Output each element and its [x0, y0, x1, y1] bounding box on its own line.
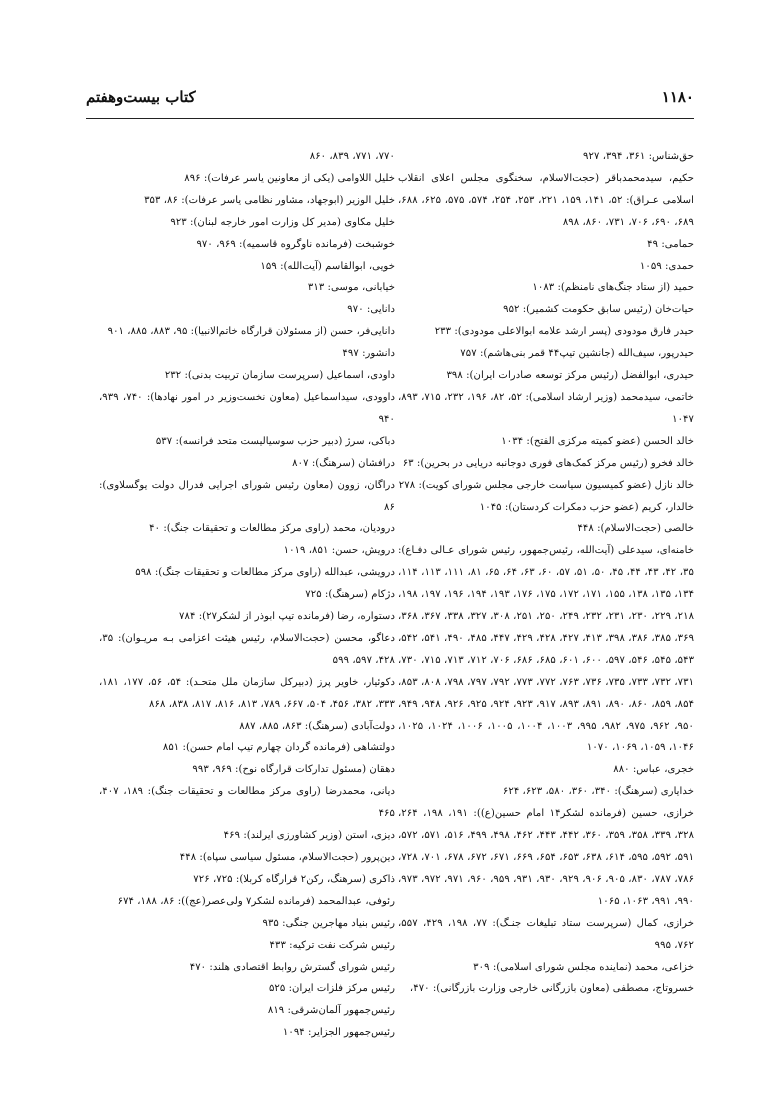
index-entry: رئیس شرکت نفت ترکیه: ۴۳۳	[269, 939, 395, 951]
index-column-left	[99, 146, 395, 1044]
index-entry: داودی، اسماعیل (سرپرست سازمان تربیت بدنی): ۲۳۲	[164, 370, 395, 382]
index-entry: خالد الحسن (عضو کمیته مرکزی الفتح): ۱۰۳۴	[501, 435, 694, 447]
book-title: کتاب بیست‌وهفتم	[86, 88, 196, 106]
index-entry: دولتشاهی (فرمانده گردان چهارم تیپ امام حسن): ۸۵۱	[162, 742, 395, 754]
index-entry: خالد فخرو (رئیس مرکز کمک‌های فوری دوجانبه دریایی در بحرین): ۶۳	[402, 457, 694, 469]
index-entry: خویی، ابوالقاسم (آیت‌الله): ۱۵۹	[260, 260, 395, 272]
index-entry: خالد نازل (عضو کمیسیون سیاست خارجی مجلس شورای کویت): ۲۷۸	[398, 479, 694, 491]
index-entry: داوودی، سیداسماعیل (معاون نخست‌وزیر در امور نهادها): ۷۴۰، ۹۳۹، ۹۴۰	[99, 391, 395, 425]
index-entry: دیانی، محمدرضا (راوی مرکز مطالعات و تحقیقات جنگ): ۱۸۹، ۴۰۷، ۴۶۵	[99, 786, 396, 820]
index-entry: دستواره، رضا (فرمانده تیپ ابوذر از لشکر۲۷): ۷۸۴	[179, 611, 395, 623]
index-entry: رئیس‌جمهور الجزایر: ۱۰۹۴	[282, 1027, 395, 1039]
index-entry: خامنه‌ای، سیدعلی (آیت‌الله، رئیس‌جمهور، رئیس شورای عـالی دفـاع): ۳۵، ۴۲، ۴۳، ۴۴، ۴۵، ۵۰، ۵۱، ۵۷، ۶۰، ۶۳، ۶۴، ۶۵، ۸۱، ۱۱۱، ۱۱۳، ۱۱۴، ۱۳۴، ۱۳۵، ۱۳۸، ۱۵۵، ۱۷۱، ۱۷۲، ۱۷۵، ۱۷۶، ۱۹۳، ۱۹۴، ۱۹۶، ۱۹۷، ۱۹۸، ۲۱۸، ۲۲۹، ۲۳۰، ۲۳۱، ۲۳۲، ۲۴۹، ۲۵۰، ۲۵۱، ۳۰۸، ۳۲۷، ۳۳۸، ۳۶۷، ۳۶۸، ۳۶۹، ۳۸۵، ۳۸۶، ۳۹۸، ۴۱۳، ۴۲۷، ۴۲۸، ۴۲۹، ۴۴۷، ۴۸۵، ۴۹۰، ۵۴۱، ۵۴۲، ۵۴۳، ۵۴۵، ۵۴۶، ۵۹۷، ۶۰۰، ۶۰۱، ۶۸۵، ۶۸۶، ۷۰۶، ۷۱۲، ۷۱۳، ۷۱۵، ۷۳۰، ۷۳۱، ۷۳۲، ۷۳۳، ۷۳۵، ۷۳۶، ۷۶۳، ۷۷۲، ۷۷۳، ۷۹۲، ۷۹۷، ۷۹۸، ۸۰۸، ۸۵۳، ۸۵۴، ۸۵۹، ۸۶۰، ۸۹۰، ۸۹۱، ۸۹۳، ۹۱۷، ۹۲۳، ۹۲۴، ۹۲۵، ۹۲۶، ۹۴۸، ۹۴۹، ۹۵۰، ۹۶۲، ۹۷۵، ۹۸۲، ۹۹۵، ۱۰۰۳، ۱۰۰۴، ۱۰۰۵، ۱۰۰۶، ۱۰۲۴، ۱۰۲۵، ۱۰۴۶، ۱۰۵۹، ۱۰۶۹، ۱۰۷۰	[398, 545, 695, 754]
index-entry: ۷۷۰، ۷۷۱، ۸۳۹، ۸۶۰	[309, 151, 395, 162]
index-entry: درودیان، محمد (راوی مرکز مطالعات و تحقیقات جنگ): ۴۰	[149, 523, 395, 535]
index-entry: رئیس مرکز فلزات ایران: ۵۲۵	[268, 983, 395, 995]
index-entry: دهقان (مسئول تدارکات قرارگاه نوح): ۹۶۹، ۹۹۳	[192, 764, 395, 776]
index-entry: رئیس‌جمهور آلمان‌شرقی: ۸۱۹	[267, 1005, 395, 1017]
index-entry: خزاعی، محمد (نماینده مجلس شورای اسلامی): ۳۰۹	[473, 961, 694, 973]
index-entry: حمید (از ستاد جنگ‌های نامنظم): ۱۰۸۳	[532, 282, 694, 294]
index-entry: دانشور: ۴۹۷	[342, 348, 395, 360]
index-entry: حیدر فارق مودودی (پسر ارشد علامه ابوالاعلی مودودی): ۲۳۳	[434, 326, 694, 338]
index-entry: حیات‌خان (رئیس سابق حکومت کشمیر): ۹۵۲	[503, 304, 694, 316]
page-number: ۱۱۸۰	[661, 88, 694, 106]
index-entry: رئیس بنیاد مهاجرین جنگی: ۹۳۵	[262, 917, 395, 929]
index-entry: رئیس شورای گسترش روابط اقتصادی هلند: ۴۷۰	[189, 961, 395, 973]
index-column-right	[398, 146, 694, 1000]
index-entry: خلیل اللاوامی (یکی از معاونین یاسر عرفات): ۸۹۶	[184, 172, 395, 184]
index-entry: دراگان، زوون (معاون رئیس شورای اجرایی فدرال دولت یوگسلاوی): ۸۶	[99, 479, 395, 513]
index-entry: حیدری، ابوالفضل (رئیس مرکز توسعه صادرات ایران): ۳۹۸	[446, 370, 694, 382]
index-entry: حیدرپور، سیف‌الله (جانشین تیپ۴۴ قمر بنی‌هاشم): ۷۵۷	[460, 348, 694, 360]
index-entry: خالدار، کریم (عضو حزب دمکرات کردستان): ۱۰۴۵	[479, 501, 694, 513]
index-entry: خلیل مکاوی (مدیر کل وزارت امور خارجه لبنان): ۹۲۳	[170, 216, 395, 228]
index-entry: دیزی، استن (وزیر کشاورزی ایرلند): ۴۶۹	[223, 830, 395, 842]
index-entry: خالصی (حجت‌الاسلام): ۴۴۸	[577, 523, 694, 535]
index-entry: درویش، حسن: ۸۵۱، ۱۰۱۹	[283, 545, 395, 557]
index-entry: خلیل الوزیر (ابوجهاد، مشاور نظامی یاسر عرفات): ۸۶، ۳۵۳	[144, 194, 395, 206]
index-entry: دانایی: ۹۷۰	[347, 304, 395, 316]
index-entry: دعاگو، محسن (حجت‌الاسلام، رئیس هیئت اعزامی بـه مریـوان): ۳۵، ۴۲۸، ۵۹۷، ۵۹۹	[99, 632, 395, 666]
index-entry: خرازی، کمال (سرپرست ستاد تبلیغات جنـگ): ۷۷، ۱۹۸، ۴۲۹، ۵۵۷، ۷۶۲، ۹۹۵	[398, 917, 695, 951]
index-entry: حق‌شناس: ۳۶۱، ۳۹۴، ۹۲۷	[583, 151, 694, 162]
index-entry: دین‌پرور (حجت‌الاسلام، مسئول سیاسی سپاه): ۴۴۸	[179, 852, 395, 863]
index-entry: درویشی، عبدالله (راوی مرکز مطالعات و تحقیقات جنگ): ۵۹۸	[135, 567, 395, 579]
index-entry: ذاکری (سرهنگ، رکن۲ قرارگاه کربلا): ۷۲۵، ۷۲۶	[193, 873, 395, 885]
index-entry: خسروتاج، مصطفی (معاون بازرگانی خارجی وزارت بازرگانی): ۴۷۰،	[409, 983, 694, 995]
index-entry: خدایاری (سرهنگ): ۳۴۰، ۳۶۰، ۵۸۰، ۶۲۳، ۶۲۴	[502, 786, 694, 798]
index-entry: خوشبخت (فرمانده ناوگروه قاسمیه): ۹۶۹، ۹۷۰	[196, 238, 395, 250]
index-entry: دژکام (سرهنگ): ۷۲۵	[305, 589, 395, 601]
index-entry: خجری، عباس: ۸۸۰	[613, 764, 694, 776]
index-entry: خرازی، حسین (فرمانده لشکر۱۴ امام حسین(ع)): ۱۹۱، ۱۹۸، ۲۶۴، ۳۲۸، ۳۳۹، ۳۵۸، ۳۵۹، ۳۶۰، ۴۴۲، ۴۴۳، ۴۶۲، ۴۹۸، ۴۹۹، ۵۱۶، ۵۷۱، ۵۷۲، ۵۹۱، ۵۹۲، ۵۹۵، ۶۱۴، ۶۳۸، ۶۵۳، ۶۵۴، ۶۶۹، ۶۷۱، ۶۷۲، ۶۷۸، ۷۰۱، ۷۲۸، ۷۸۶، ۷۸۷، ۸۳۰، ۹۰۵، ۹۰۶، ۹۲۹، ۹۳۰، ۹۳۱، ۹۵۹، ۹۶۰، ۹۷۱، ۹۷۲، ۹۷۳، ۹۹۰، ۹۹۱، ۱۰۶۳، ۱۰۶۵	[398, 808, 695, 907]
index-entry: درافشان (سرهنگ): ۸۰۷	[292, 457, 395, 469]
index-entry: دولت‌آبادی (سرهنگ): ۸۶۳، ۸۸۵، ۸۸۷	[239, 720, 395, 732]
index-entry: حمامی: ۴۹	[647, 238, 694, 250]
index-entry: دباکی، سرژ (دبیر حزب سوسیالیست متحد فرانسه): ۵۳۷	[155, 435, 395, 447]
index-entry: حکیم، سیدمحمدباقر (حجت‌الاسلام، سخنگوی مجلس اعلای انقلاب اسلامی عـراق): ۵۲، ۱۴۱، ۱۵۹، ۲۲۱، ۲۵۳، ۲۵۴، ۵۷۴، ۵۷۵، ۶۲۵، ۶۸۸، ۶۸۹، ۶۹۰، ۷۰۶، ۷۳۱، ۸۶۰، ۸۹۸	[398, 172, 694, 228]
index-entry: دانایی‌فر، حسن (از مسئولان قرارگاه خاتم‌الانبیا): ۹۵، ۸۸۳، ۸۸۵، ۹۰۱	[107, 326, 395, 338]
header-divider	[86, 118, 694, 119]
index-entry: حمدی: ۱۰۵۹	[639, 260, 694, 272]
page-header	[86, 88, 694, 114]
index-entry: خیابانی، موسی: ۳۱۳	[307, 282, 395, 294]
index-entry: خاتمی، سیدمحمد (وزیر ارشاد اسلامی): ۵۲، ۸۲، ۱۹۶، ۲۳۲، ۷۱۵، ۸۹۳، ۱۰۴۷	[398, 391, 694, 425]
index-entry: رئوفی، عبدالمحمد (فرمانده لشکر۷ ولی‌عصر(عج)): ۸۶، ۱۸۸، ۶۷۴	[117, 895, 395, 907]
index-entry: دکوئیار، خاویر پرز (دبیرکل سازمان ملل متحـد): ۵۴، ۵۶، ۱۷۷، ۱۸۱، ۳۳۳، ۳۸۲، ۴۵۶، ۵۰۴، ۶۶۷، ۷۸۹، ۸۱۳، ۸۱۶، ۸۱۷، ۸۳۸، ۸۶۸	[99, 676, 396, 710]
